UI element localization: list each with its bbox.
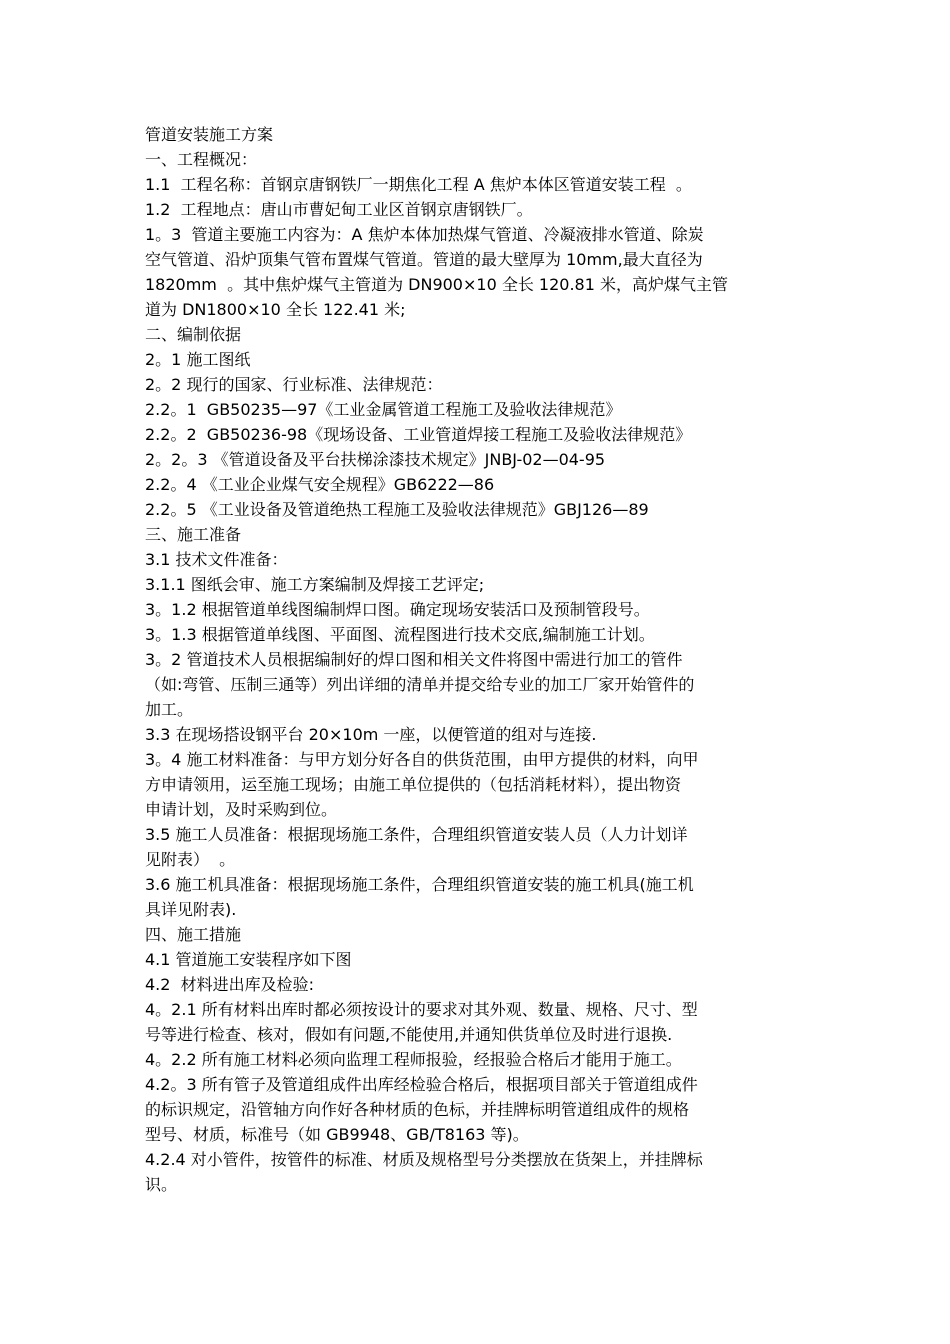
document-title: 管道安装施工方案	[145, 125, 274, 144]
text-line: 2.2。1 GB50235—97《工业金属管道工程施工及验收法律规范》	[145, 400, 622, 419]
text-line: 3.1 技术文件准备：	[145, 550, 288, 569]
text-line: 4。2.2 所有施工材料必须向监理工程师报验，经报验合格后才能用于施工。	[145, 1050, 682, 1069]
text-line: 3。2 管道技术人员根据编制好的焊口图和相关文件将图中需进行加工的管件	[145, 650, 683, 669]
text-line: 3.6 施工机具准备：根据现场施工条件，合理组织管道安装的施工机具(施工机	[145, 875, 694, 894]
text-line: 4.2 材料进出库及检验:	[145, 975, 315, 994]
text-line: （如:弯管、压制三通等）列出详细的清单并提交给专业的加工厂家开始管件的	[145, 675, 695, 694]
text-line: 4。2.1 所有材料出库时都必须按设计的要求对其外观、数量、规格、尺寸、型	[145, 1000, 698, 1019]
text-line: 加工。	[145, 700, 194, 719]
text-line: 2。1 施工图纸	[145, 350, 251, 369]
text-line: 3.3 在现场搭设钢平台 20×10m 一座，以便管道的组对与连接.	[145, 725, 597, 744]
text-line: 4.2。3 所有管子及管道组成件出库经检验合格后，根据项目部关于管道组成件	[145, 1075, 698, 1094]
text-line: 见附表） 。	[145, 850, 236, 869]
text-line: 4.1 管道施工安装程序如下图	[145, 950, 352, 969]
text-line: 2。2。3 《管道设备及平台扶梯涂漆技术规定》JNBJ-02—04-95	[145, 450, 606, 469]
text-line: 4.2.4 对小管件，按管件的标准、材质及规格型号分类摆放在货架上，并挂牌标	[145, 1150, 703, 1169]
text-line: 3。1.2 根据管道单线图编制焊口图。确定现场安装活口及预制管段号。	[145, 600, 650, 619]
text-line: 具详见附表).	[145, 900, 237, 919]
text-line: 3.5 施工人员准备：根据现场施工条件，合理组织管道安装人员（人力计划详	[145, 825, 688, 844]
text-line: 2.2。5 《工业设备及管道绝热工程施工及验收法律规范》GBJ126—89	[145, 500, 649, 519]
text-line: 识。	[145, 1175, 178, 1194]
text-line: 3。1.3 根据管道单线图、平面图、流程图进行技术交底,编制施工计划。	[145, 625, 655, 644]
text-line: 1820mm 。其中焦炉煤气主管道为 DN900×10 全长 120.81 米，高炉煤气主管	[145, 275, 728, 294]
text-line: 1。3 管道主要施工内容为：A 焦炉本体加热煤气管道、冷凝液排水管道、除炭	[145, 225, 704, 244]
text-line: 空气管道、沿炉顶集气管布置煤气管道。管道的最大壁厚为 10mm,最大直径为	[145, 250, 703, 269]
document-body	[145, 122, 815, 1197]
text-line: 1.2 工程地点：唐山市曹妃甸工业区首钢京唐钢铁厂。	[145, 200, 533, 219]
section-heading: 二、编制依据	[145, 325, 242, 344]
text-line: 的标识规定，沿管轴方向作好各种材质的色标，并挂牌标明管道组成件的规格	[145, 1100, 690, 1119]
text-line: 道为 DN1800×10 全长 122.41 米;	[145, 300, 406, 319]
text-line: 1.1 工程名称：首钢京唐钢铁厂一期焦化工程 A 焦炉本体区管道安装工程 。	[145, 175, 692, 194]
section-heading: 三、施工准备	[145, 525, 242, 544]
text-line: 2.2。4 《工业企业煤气安全规程》GB6222—86	[145, 475, 495, 494]
text-line: 3.1.1 图纸会审、施工方案编制及焊接工艺评定;	[145, 575, 485, 594]
section-heading: 四、施工措施	[145, 925, 242, 944]
text-line: 号等进行检查、核对，假如有问题,不能使用,并通知供货单位及时进行退换.	[145, 1025, 673, 1044]
text-line: 方申请领用，运至施工现场；由施工单位提供的（包括消耗材料），提出物资	[145, 775, 682, 794]
section-heading: 一、工程概况：	[145, 150, 258, 169]
text-line: 2.2。2 GB50236-98《现场设备、工业管道焊接工程施工及验收法律规范》	[145, 425, 692, 444]
text-line: 2。2 现行的国家、行业标准、法律规范：	[145, 375, 443, 394]
text-line: 申请计划，及时采购到位。	[145, 800, 338, 819]
text-line: 3。4 施工材料准备：与甲方划分好各自的供货范围，由甲方提供的材料，向甲	[145, 750, 699, 769]
text-line: 型号、材质，标准号（如 GB9948、GB/T8163 等)。	[145, 1125, 529, 1144]
